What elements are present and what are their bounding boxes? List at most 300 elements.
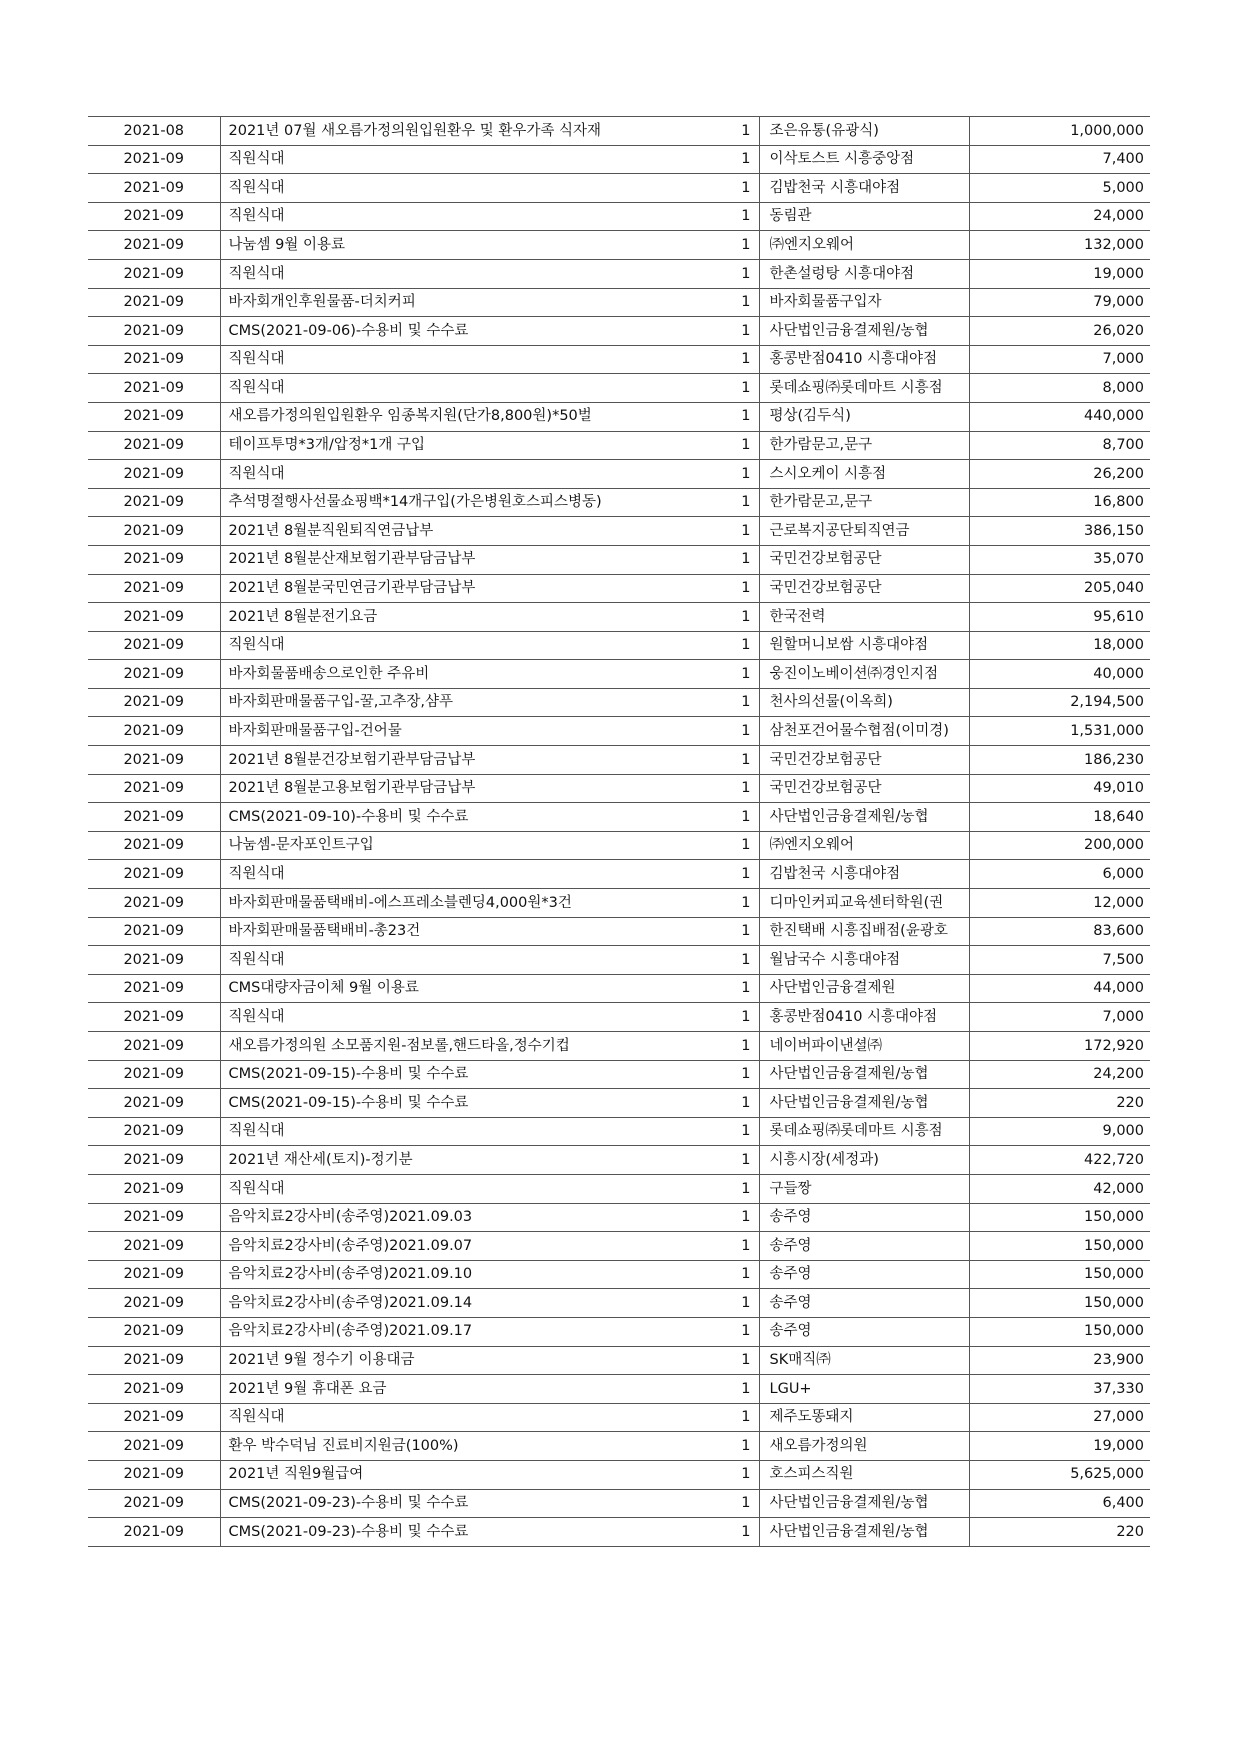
amount-cell: 150,000 bbox=[969, 1317, 1150, 1346]
date-cell: 2021-09 bbox=[88, 174, 220, 203]
date-cell: 2021-09 bbox=[88, 803, 220, 832]
date-cell: 2021-09 bbox=[88, 1117, 220, 1146]
date-cell: 2021-09 bbox=[88, 1260, 220, 1289]
date-cell: 2021-09 bbox=[88, 631, 220, 660]
vendor-cell: ㈜엔지오웨어 bbox=[759, 231, 969, 260]
quantity-cell: 1 bbox=[652, 145, 759, 174]
vendor-cell: 월남국수 시흥대야점 bbox=[759, 946, 969, 975]
date-cell: 2021-09 bbox=[88, 688, 220, 717]
description-cell: 음악치료2강사비(송주영)2021.09.07 bbox=[220, 1232, 652, 1261]
description-cell: 직원식대 bbox=[220, 860, 652, 889]
quantity-cell: 1 bbox=[652, 803, 759, 832]
vendor-cell: 한가람문고,문구 bbox=[759, 431, 969, 460]
amount-cell: 26,020 bbox=[969, 317, 1150, 346]
description-cell: 2021년 8월분고용보험기관부담금납부 bbox=[220, 774, 652, 803]
amount-cell: 6,000 bbox=[969, 860, 1150, 889]
table-row bbox=[88, 1432, 1150, 1461]
vendor-cell: 이삭토스트 시흥중앙점 bbox=[759, 145, 969, 174]
date-cell: 2021-09 bbox=[88, 1174, 220, 1203]
date-cell: 2021-09 bbox=[88, 145, 220, 174]
description-cell: 2021년 재산세(토지)-정기분 bbox=[220, 1146, 652, 1175]
description-cell: 추석명절행사선물쇼핑백*14개구입(가은병원호스피스병동) bbox=[220, 488, 652, 517]
amount-cell: 1,531,000 bbox=[969, 717, 1150, 746]
amount-cell: 49,010 bbox=[969, 774, 1150, 803]
description-cell: 2021년 8월분전기요금 bbox=[220, 603, 652, 632]
amount-cell: 150,000 bbox=[969, 1289, 1150, 1318]
amount-cell: 386,150 bbox=[969, 517, 1150, 546]
quantity-cell: 1 bbox=[652, 460, 759, 489]
table-row bbox=[88, 1346, 1150, 1375]
table-row bbox=[88, 202, 1150, 231]
table-row bbox=[88, 317, 1150, 346]
date-cell: 2021-09 bbox=[88, 1060, 220, 1089]
date-cell: 2021-09 bbox=[88, 288, 220, 317]
date-cell: 2021-09 bbox=[88, 1089, 220, 1118]
amount-cell: 83,600 bbox=[969, 917, 1150, 946]
vendor-cell: SK매직㈜ bbox=[759, 1346, 969, 1375]
table-row bbox=[88, 145, 1150, 174]
date-cell: 2021-09 bbox=[88, 1518, 220, 1547]
amount-cell: 132,000 bbox=[969, 231, 1150, 260]
date-cell: 2021-09 bbox=[88, 1403, 220, 1432]
vendor-cell: 롯데쇼핑㈜롯데마트 시흥점 bbox=[759, 374, 969, 403]
vendor-cell: 사단법인금융결제원/농협 bbox=[759, 1518, 969, 1547]
amount-cell: 24,000 bbox=[969, 202, 1150, 231]
vendor-cell: 국민건강보험공단 bbox=[759, 545, 969, 574]
quantity-cell: 1 bbox=[652, 860, 759, 889]
amount-cell: 205,040 bbox=[969, 574, 1150, 603]
description-cell: 음악치료2강사비(송주영)2021.09.10 bbox=[220, 1260, 652, 1289]
quantity-cell: 1 bbox=[652, 117, 759, 146]
quantity-cell: 1 bbox=[652, 774, 759, 803]
quantity-cell: 1 bbox=[652, 603, 759, 632]
quantity-cell: 1 bbox=[652, 831, 759, 860]
date-cell: 2021-09 bbox=[88, 402, 220, 431]
vendor-cell: 한가람문고,문구 bbox=[759, 488, 969, 517]
table-row bbox=[88, 1489, 1150, 1518]
table-row bbox=[88, 574, 1150, 603]
quantity-cell: 1 bbox=[652, 488, 759, 517]
quantity-cell: 1 bbox=[652, 1146, 759, 1175]
table-row bbox=[88, 1260, 1150, 1289]
description-cell: 2021년 8월분건강보험기관부담금납부 bbox=[220, 746, 652, 775]
description-cell: 바자회판매물품구입-꿀,고추장,샴푸 bbox=[220, 688, 652, 717]
description-cell: CMS(2021-09-23)-수용비 및 수수료 bbox=[220, 1518, 652, 1547]
amount-cell: 24,200 bbox=[969, 1060, 1150, 1089]
date-cell: 2021-09 bbox=[88, 460, 220, 489]
description-cell: CMS(2021-09-15)-수용비 및 수수료 bbox=[220, 1089, 652, 1118]
description-cell: 2021년 8월분국민연금기관부담금납부 bbox=[220, 574, 652, 603]
vendor-cell: 롯데쇼핑㈜롯데마트 시흥점 bbox=[759, 1117, 969, 1146]
table-row bbox=[88, 603, 1150, 632]
amount-cell: 6,400 bbox=[969, 1489, 1150, 1518]
table-row bbox=[88, 488, 1150, 517]
quantity-cell: 1 bbox=[652, 1117, 759, 1146]
vendor-cell: 사단법인금융결제원/농협 bbox=[759, 1089, 969, 1118]
vendor-cell: 디마인커피교육센터학원(권 bbox=[759, 889, 969, 918]
description-cell: 직원식대 bbox=[220, 259, 652, 288]
description-cell: 2021년 07월 새오름가정의원입원환우 및 환우가족 식자재 bbox=[220, 117, 652, 146]
description-cell: 2021년 9월 휴대폰 요금 bbox=[220, 1375, 652, 1404]
quantity-cell: 1 bbox=[652, 288, 759, 317]
quantity-cell: 1 bbox=[652, 688, 759, 717]
quantity-cell: 1 bbox=[652, 1203, 759, 1232]
amount-cell: 19,000 bbox=[969, 259, 1150, 288]
quantity-cell: 1 bbox=[652, 1289, 759, 1318]
vendor-cell: 김밥천국 시흥대야점 bbox=[759, 860, 969, 889]
amount-cell: 37,330 bbox=[969, 1375, 1150, 1404]
quantity-cell: 1 bbox=[652, 1317, 759, 1346]
date-cell: 2021-09 bbox=[88, 1289, 220, 1318]
vendor-cell: 바자회물품구입자 bbox=[759, 288, 969, 317]
vendor-cell: 한촌설렁탕 시흥대야점 bbox=[759, 259, 969, 288]
date-cell: 2021-09 bbox=[88, 231, 220, 260]
date-cell: 2021-09 bbox=[88, 774, 220, 803]
vendor-cell: 근로복지공단퇴직연금 bbox=[759, 517, 969, 546]
amount-cell: 7,000 bbox=[969, 1003, 1150, 1032]
description-cell: 테이프투명*3개/압정*1개 구입 bbox=[220, 431, 652, 460]
date-cell: 2021-09 bbox=[88, 1460, 220, 1489]
quantity-cell: 1 bbox=[652, 746, 759, 775]
amount-cell: 95,610 bbox=[969, 603, 1150, 632]
description-cell: 직원식대 bbox=[220, 374, 652, 403]
amount-cell: 1,000,000 bbox=[969, 117, 1150, 146]
table-row bbox=[88, 1117, 1150, 1146]
amount-cell: 44,000 bbox=[969, 974, 1150, 1003]
vendor-cell: 호스피스직원 bbox=[759, 1460, 969, 1489]
description-cell: 직원식대 bbox=[220, 202, 652, 231]
table-row bbox=[88, 803, 1150, 832]
description-cell: 나눔셈-문자포인트구입 bbox=[220, 831, 652, 860]
date-cell: 2021-09 bbox=[88, 259, 220, 288]
vendor-cell: 시흥시장(세정과) bbox=[759, 1146, 969, 1175]
vendor-cell: 김밥천국 시흥대야점 bbox=[759, 174, 969, 203]
table-row bbox=[88, 660, 1150, 689]
table-row bbox=[88, 117, 1150, 146]
quantity-cell: 1 bbox=[652, 717, 759, 746]
table-row bbox=[88, 1232, 1150, 1261]
description-cell: 바자회판매물품택배비-총23건 bbox=[220, 917, 652, 946]
vendor-cell: 국민건강보험공단 bbox=[759, 774, 969, 803]
amount-cell: 422,720 bbox=[969, 1146, 1150, 1175]
quantity-cell: 1 bbox=[652, 1260, 759, 1289]
quantity-cell: 1 bbox=[652, 1460, 759, 1489]
quantity-cell: 1 bbox=[652, 1060, 759, 1089]
date-cell: 2021-09 bbox=[88, 917, 220, 946]
description-cell: 음악치료2강사비(송주영)2021.09.17 bbox=[220, 1317, 652, 1346]
table-row bbox=[88, 259, 1150, 288]
quantity-cell: 1 bbox=[652, 1489, 759, 1518]
description-cell: 새오름가정의원입원환우 임종복지원(단가8,800원)*50벌 bbox=[220, 402, 652, 431]
vendor-cell: 사단법인금융결제원/농협 bbox=[759, 1060, 969, 1089]
quantity-cell: 1 bbox=[652, 917, 759, 946]
vendor-cell: 웅진이노베이션㈜경인지점 bbox=[759, 660, 969, 689]
amount-cell: 18,000 bbox=[969, 631, 1150, 660]
vendor-cell: ㈜엔지오웨어 bbox=[759, 831, 969, 860]
table-row bbox=[88, 631, 1150, 660]
vendor-cell: 사단법인금융결제원/농협 bbox=[759, 803, 969, 832]
amount-cell: 12,000 bbox=[969, 889, 1150, 918]
amount-cell: 7,400 bbox=[969, 145, 1150, 174]
quantity-cell: 1 bbox=[652, 889, 759, 918]
date-cell: 2021-09 bbox=[88, 974, 220, 1003]
date-cell: 2021-09 bbox=[88, 517, 220, 546]
quantity-cell: 1 bbox=[652, 545, 759, 574]
amount-cell: 5,625,000 bbox=[969, 1460, 1150, 1489]
table-row bbox=[88, 1174, 1150, 1203]
amount-cell: 186,230 bbox=[969, 746, 1150, 775]
vendor-cell: 송주영 bbox=[759, 1317, 969, 1346]
description-cell: 직원식대 bbox=[220, 946, 652, 975]
vendor-cell: 조은유통(유광식) bbox=[759, 117, 969, 146]
vendor-cell: 한진택배 시흥집배점(윤광호 bbox=[759, 917, 969, 946]
table-row bbox=[88, 431, 1150, 460]
quantity-cell: 1 bbox=[652, 231, 759, 260]
table-row bbox=[88, 746, 1150, 775]
amount-cell: 19,000 bbox=[969, 1432, 1150, 1461]
amount-cell: 42,000 bbox=[969, 1174, 1150, 1203]
table-row bbox=[88, 1289, 1150, 1318]
quantity-cell: 1 bbox=[652, 1346, 759, 1375]
quantity-cell: 1 bbox=[652, 974, 759, 1003]
description-cell: CMS(2021-09-10)-수용비 및 수수료 bbox=[220, 803, 652, 832]
quantity-cell: 1 bbox=[652, 202, 759, 231]
vendor-cell: 동림관 bbox=[759, 202, 969, 231]
table-row bbox=[88, 374, 1150, 403]
table-row bbox=[88, 1403, 1150, 1432]
description-cell: 직원식대 bbox=[220, 460, 652, 489]
vendor-cell: 새오름가정의원 bbox=[759, 1432, 969, 1461]
table-row bbox=[88, 1032, 1150, 1061]
quantity-cell: 1 bbox=[652, 1003, 759, 1032]
vendor-cell: 삼천포건어물수협점(이미경) bbox=[759, 717, 969, 746]
vendor-cell: 송주영 bbox=[759, 1203, 969, 1232]
ledger-body bbox=[88, 117, 1150, 1547]
table-row bbox=[88, 1089, 1150, 1118]
description-cell: 직원식대 bbox=[220, 1117, 652, 1146]
amount-cell: 9,000 bbox=[969, 1117, 1150, 1146]
table-row bbox=[88, 974, 1150, 1003]
quantity-cell: 1 bbox=[652, 1174, 759, 1203]
table-row bbox=[88, 1460, 1150, 1489]
amount-cell: 40,000 bbox=[969, 660, 1150, 689]
quantity-cell: 1 bbox=[652, 1232, 759, 1261]
date-cell: 2021-09 bbox=[88, 574, 220, 603]
table-row bbox=[88, 889, 1150, 918]
table-row bbox=[88, 831, 1150, 860]
quantity-cell: 1 bbox=[652, 174, 759, 203]
table-row bbox=[88, 545, 1150, 574]
date-cell: 2021-09 bbox=[88, 660, 220, 689]
quantity-cell: 1 bbox=[652, 1375, 759, 1404]
date-cell: 2021-09 bbox=[88, 1317, 220, 1346]
date-cell: 2021-09 bbox=[88, 860, 220, 889]
date-cell: 2021-09 bbox=[88, 1232, 220, 1261]
quantity-cell: 1 bbox=[652, 1403, 759, 1432]
vendor-cell: 평상(김두식) bbox=[759, 402, 969, 431]
vendor-cell: 스시오케이 시흥점 bbox=[759, 460, 969, 489]
amount-cell: 150,000 bbox=[969, 1203, 1150, 1232]
description-cell: 직원식대 bbox=[220, 631, 652, 660]
date-cell: 2021-09 bbox=[88, 717, 220, 746]
quantity-cell: 1 bbox=[652, 1432, 759, 1461]
date-cell: 2021-09 bbox=[88, 488, 220, 517]
date-cell: 2021-09 bbox=[88, 345, 220, 374]
vendor-cell: 사단법인금융결제원/농협 bbox=[759, 317, 969, 346]
date-cell: 2021-09 bbox=[88, 1375, 220, 1404]
description-cell: 바자회개인후원물품-더치커피 bbox=[220, 288, 652, 317]
date-cell: 2021-09 bbox=[88, 1203, 220, 1232]
date-cell: 2021-09 bbox=[88, 374, 220, 403]
description-cell: 2021년 9월 정수기 이용대금 bbox=[220, 1346, 652, 1375]
description-cell: 음악치료2강사비(송주영)2021.09.14 bbox=[220, 1289, 652, 1318]
description-cell: 2021년 8월분직원퇴직연금납부 bbox=[220, 517, 652, 546]
quantity-cell: 1 bbox=[652, 631, 759, 660]
table-row bbox=[88, 402, 1150, 431]
table-row bbox=[88, 688, 1150, 717]
description-cell: 바자회판매물품구입-건어물 bbox=[220, 717, 652, 746]
vendor-cell: 국민건강보험공단 bbox=[759, 746, 969, 775]
table-row bbox=[88, 231, 1150, 260]
vendor-cell: 홍콩반점0410 시흥대야점 bbox=[759, 345, 969, 374]
vendor-cell: 구들짱 bbox=[759, 1174, 969, 1203]
quantity-cell: 1 bbox=[652, 946, 759, 975]
description-cell: 2021년 직원9월급여 bbox=[220, 1460, 652, 1489]
description-cell: 직원식대 bbox=[220, 174, 652, 203]
description-cell: 직원식대 bbox=[220, 1003, 652, 1032]
date-cell: 2021-09 bbox=[88, 831, 220, 860]
table-row bbox=[88, 174, 1150, 203]
amount-cell: 200,000 bbox=[969, 831, 1150, 860]
amount-cell: 26,200 bbox=[969, 460, 1150, 489]
amount-cell: 27,000 bbox=[969, 1403, 1150, 1432]
vendor-cell: 사단법인금융결제원/농협 bbox=[759, 1489, 969, 1518]
description-cell: 바자회판매물품택배비-에스프레소블렌딩4,000원*3건 bbox=[220, 889, 652, 918]
amount-cell: 150,000 bbox=[969, 1232, 1150, 1261]
table-row bbox=[88, 1003, 1150, 1032]
table-row bbox=[88, 917, 1150, 946]
description-cell: CMS(2021-09-06)-수용비 및 수수료 bbox=[220, 317, 652, 346]
date-cell: 2021-09 bbox=[88, 1146, 220, 1175]
table-row bbox=[88, 1317, 1150, 1346]
vendor-cell: 원할머니보쌈 시흥대야점 bbox=[759, 631, 969, 660]
table-row bbox=[88, 1060, 1150, 1089]
date-cell: 2021-09 bbox=[88, 202, 220, 231]
amount-cell: 18,640 bbox=[969, 803, 1150, 832]
vendor-cell: 제주도똥돼지 bbox=[759, 1403, 969, 1432]
vendor-cell: 홍콩반점0410 시흥대야점 bbox=[759, 1003, 969, 1032]
amount-cell: 8,700 bbox=[969, 431, 1150, 460]
vendor-cell: 천사의선물(이옥희) bbox=[759, 688, 969, 717]
quantity-cell: 1 bbox=[652, 574, 759, 603]
vendor-cell: 국민건강보험공단 bbox=[759, 574, 969, 603]
table-row bbox=[88, 774, 1150, 803]
table-row bbox=[88, 460, 1150, 489]
date-cell: 2021-09 bbox=[88, 603, 220, 632]
amount-cell: 172,920 bbox=[969, 1032, 1150, 1061]
amount-cell: 220 bbox=[969, 1089, 1150, 1118]
date-cell: 2021-08 bbox=[88, 117, 220, 146]
quantity-cell: 1 bbox=[652, 431, 759, 460]
description-cell: 2021년 8월분산재보험기관부담금납부 bbox=[220, 545, 652, 574]
quantity-cell: 1 bbox=[652, 1089, 759, 1118]
table-row bbox=[88, 1375, 1150, 1404]
amount-cell: 2,194,500 bbox=[969, 688, 1150, 717]
description-cell: 환우 박수덕님 진료비지원금(100%) bbox=[220, 1432, 652, 1461]
amount-cell: 220 bbox=[969, 1518, 1150, 1547]
description-cell: 음악치료2강사비(송주영)2021.09.03 bbox=[220, 1203, 652, 1232]
date-cell: 2021-09 bbox=[88, 1489, 220, 1518]
amount-cell: 16,800 bbox=[969, 488, 1150, 517]
amount-cell: 7,000 bbox=[969, 345, 1150, 374]
description-cell: 직원식대 bbox=[220, 345, 652, 374]
quantity-cell: 1 bbox=[652, 1518, 759, 1547]
date-cell: 2021-09 bbox=[88, 317, 220, 346]
vendor-cell: 한국전력 bbox=[759, 603, 969, 632]
vendor-cell: 네이버파이낸셜㈜ bbox=[759, 1032, 969, 1061]
table-row bbox=[88, 717, 1150, 746]
date-cell: 2021-09 bbox=[88, 889, 220, 918]
expense-ledger-table bbox=[88, 116, 1150, 1547]
amount-cell: 79,000 bbox=[969, 288, 1150, 317]
quantity-cell: 1 bbox=[652, 374, 759, 403]
quantity-cell: 1 bbox=[652, 259, 759, 288]
amount-cell: 440,000 bbox=[969, 402, 1150, 431]
quantity-cell: 1 bbox=[652, 660, 759, 689]
table-row bbox=[88, 1146, 1150, 1175]
vendor-cell: 송주영 bbox=[759, 1232, 969, 1261]
date-cell: 2021-09 bbox=[88, 746, 220, 775]
table-row bbox=[88, 517, 1150, 546]
vendor-cell: 송주영 bbox=[759, 1289, 969, 1318]
vendor-cell: 송주영 bbox=[759, 1260, 969, 1289]
date-cell: 2021-09 bbox=[88, 431, 220, 460]
amount-cell: 8,000 bbox=[969, 374, 1150, 403]
vendor-cell: LGU+ bbox=[759, 1375, 969, 1404]
quantity-cell: 1 bbox=[652, 317, 759, 346]
date-cell: 2021-09 bbox=[88, 1346, 220, 1375]
quantity-cell: 1 bbox=[652, 345, 759, 374]
description-cell: CMS(2021-09-23)-수용비 및 수수료 bbox=[220, 1489, 652, 1518]
description-cell: 직원식대 bbox=[220, 1403, 652, 1432]
date-cell: 2021-09 bbox=[88, 545, 220, 574]
table-row bbox=[88, 345, 1150, 374]
quantity-cell: 1 bbox=[652, 1032, 759, 1061]
table-row bbox=[88, 1203, 1150, 1232]
amount-cell: 150,000 bbox=[969, 1260, 1150, 1289]
amount-cell: 5,000 bbox=[969, 174, 1150, 203]
amount-cell: 35,070 bbox=[969, 545, 1150, 574]
description-cell: 바자회물품배송으로인한 주유비 bbox=[220, 660, 652, 689]
vendor-cell: 사단법인금융결제원 bbox=[759, 974, 969, 1003]
date-cell: 2021-09 bbox=[88, 946, 220, 975]
description-cell: 새오름가정의원 소모품지원-점보롤,핸드타올,정수기컵 bbox=[220, 1032, 652, 1061]
quantity-cell: 1 bbox=[652, 517, 759, 546]
table-row bbox=[88, 860, 1150, 889]
table-row bbox=[88, 1518, 1150, 1547]
table-row bbox=[88, 288, 1150, 317]
amount-cell: 7,500 bbox=[969, 946, 1150, 975]
description-cell: 직원식대 bbox=[220, 1174, 652, 1203]
description-cell: 직원식대 bbox=[220, 145, 652, 174]
description-cell: 나눔셈 9월 이용료 bbox=[220, 231, 652, 260]
amount-cell: 23,900 bbox=[969, 1346, 1150, 1375]
date-cell: 2021-09 bbox=[88, 1032, 220, 1061]
description-cell: CMS대량자금이체 9월 이용료 bbox=[220, 974, 652, 1003]
table-row bbox=[88, 946, 1150, 975]
date-cell: 2021-09 bbox=[88, 1003, 220, 1032]
quantity-cell: 1 bbox=[652, 402, 759, 431]
